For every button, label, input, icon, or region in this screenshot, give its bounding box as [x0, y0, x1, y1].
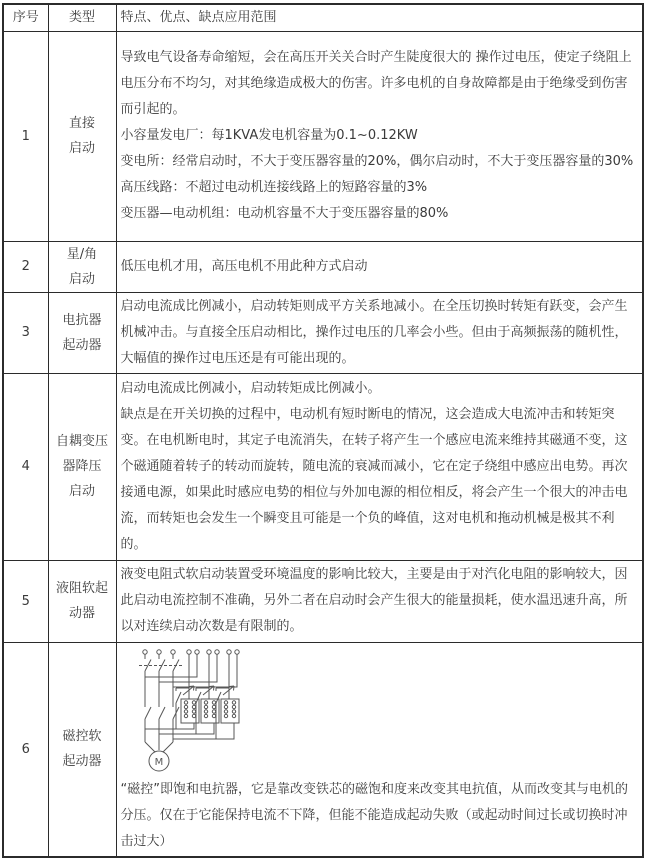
type-line: 磁控软 — [62, 729, 102, 744]
row-type — [48, 292, 116, 373]
table-row — [3, 642, 643, 857]
row-type — [48, 560, 116, 642]
type-line: 起动器 — [62, 337, 102, 353]
paragraph: 液变电阻式软启动装置受环境温度的影响比较大，主要是由于对汽化电阻的影响较大，因此启动电流控制不准确，另外二者在启动时会产生很大的能量损耗，使水温迅速升高，所以对连续启动次数是有限制的。 — [120, 567, 628, 634]
row-number: 1 — [3, 31, 48, 241]
row-description — [116, 642, 643, 857]
table-row — [3, 241, 643, 292]
row-description — [116, 560, 643, 642]
row-type — [48, 373, 116, 560]
type-line: 启动 — [68, 141, 95, 156]
table-row — [3, 560, 643, 642]
row-type — [48, 642, 116, 857]
row-description — [116, 373, 643, 560]
table-row — [3, 292, 643, 373]
type-line: 器降压 — [62, 459, 102, 474]
type-line: 动器 — [68, 606, 95, 621]
row-type — [48, 241, 116, 292]
type-line: 启动 — [68, 484, 95, 499]
paragraph: 低压电机才用，高压电机不用此种方式启动 — [120, 258, 368, 274]
paragraph: 启动电流成比例减小，启动转矩成比例减小。 — [120, 380, 381, 396]
row-description — [116, 292, 643, 373]
row-number: 4 — [3, 373, 48, 560]
row-number: 5 — [3, 560, 48, 642]
table-row — [3, 31, 643, 241]
type-line: 启动 — [68, 271, 95, 287]
paragraph: “磁控”即饱和电抗器，它是靠改变铁芯的磁饱和度来改变其电抗值，从而改变其与电机的分压。仅在于它能保持电流不下降，但能不能造成起动失败（或起动时间过长或切换时冲击过大） — [120, 781, 628, 849]
col-header-no: 序号 — [3, 4, 48, 31]
type-line: 液阻软起 — [55, 581, 108, 596]
table-row — [3, 373, 643, 560]
magnetic-soft-starter-circuit-diagram — [133, 647, 363, 777]
col-header-desc: 特点、优点、缺点应用范围 — [116, 4, 643, 31]
col-header-type: 类型 — [48, 4, 116, 31]
row-number: 3 — [3, 292, 48, 373]
row-number: 2 — [3, 241, 48, 292]
type-line: 电抗器 — [62, 312, 102, 328]
paragraph: 导致电气设备寿命缩短，会在高压开关关合时产生陡度很大的 操作过电压，使定子绕阻上电压分布不均匀，对其绝缘造成极大的伤害。许多电机的自身故障都是由于绝缘受到伤害而引起的。 — [120, 50, 632, 117]
paragraph: 变电所：经常启动时，不大于变压器容量的20%，偶尔启动时，不大于变压器容量的30% — [120, 154, 634, 169]
motor-label: M — [154, 756, 163, 768]
type-line: 直接 — [68, 116, 95, 131]
circuit-diagram-container — [133, 647, 640, 777]
type-line: 起动器 — [62, 754, 102, 769]
paragraph: 小容量发电厂：每1KVA发电机容量为0.1~0.12KW — [120, 128, 418, 143]
type-line: 星/角 — [66, 246, 98, 262]
paragraph: 高压线路：不超过电动机连接线路上的短路容量的3% — [120, 180, 428, 195]
starter-types-table — [2, 3, 644, 858]
type-line: 自耦变压 — [55, 434, 108, 449]
row-number: 6 — [3, 642, 48, 857]
row-description — [116, 241, 643, 292]
header-row — [3, 4, 643, 31]
paragraph: 启动电流成比例减小，启动转矩则成平方关系地减小。在全压切换时转矩有跃变，会产生机械冲击。与直接全压启动相比，操作过电压的几率会小些。但由于高频振荡的随机性，大幅值的操作过电压还是有可能出现的。 — [120, 298, 628, 366]
paragraph: 缺点是在开关切换的过程中，电动机有短时断电的情况，这会造成大电流冲击和转矩突变。在电机断电时，其定子电流消失，在转子将产生一个感应电流来维持其磁通不变，这个磁通随着转子的转动而旋转，随电流的衰减而减小，它在定子绕组中感应出电势。再次接通电源，如果此时感应电势的相位与外加电源的相位相反，将会产生一个很大的冲击电流，而转矩也会发生一个瞬变且可能是一个负的峰值，这对电机和拖动机械是极其不利的。 — [120, 406, 628, 552]
paragraph: 变压器—电动机组：电动机容量不大于变压器容量的80% — [120, 206, 449, 221]
row-type — [48, 31, 116, 241]
row-description — [116, 31, 643, 241]
